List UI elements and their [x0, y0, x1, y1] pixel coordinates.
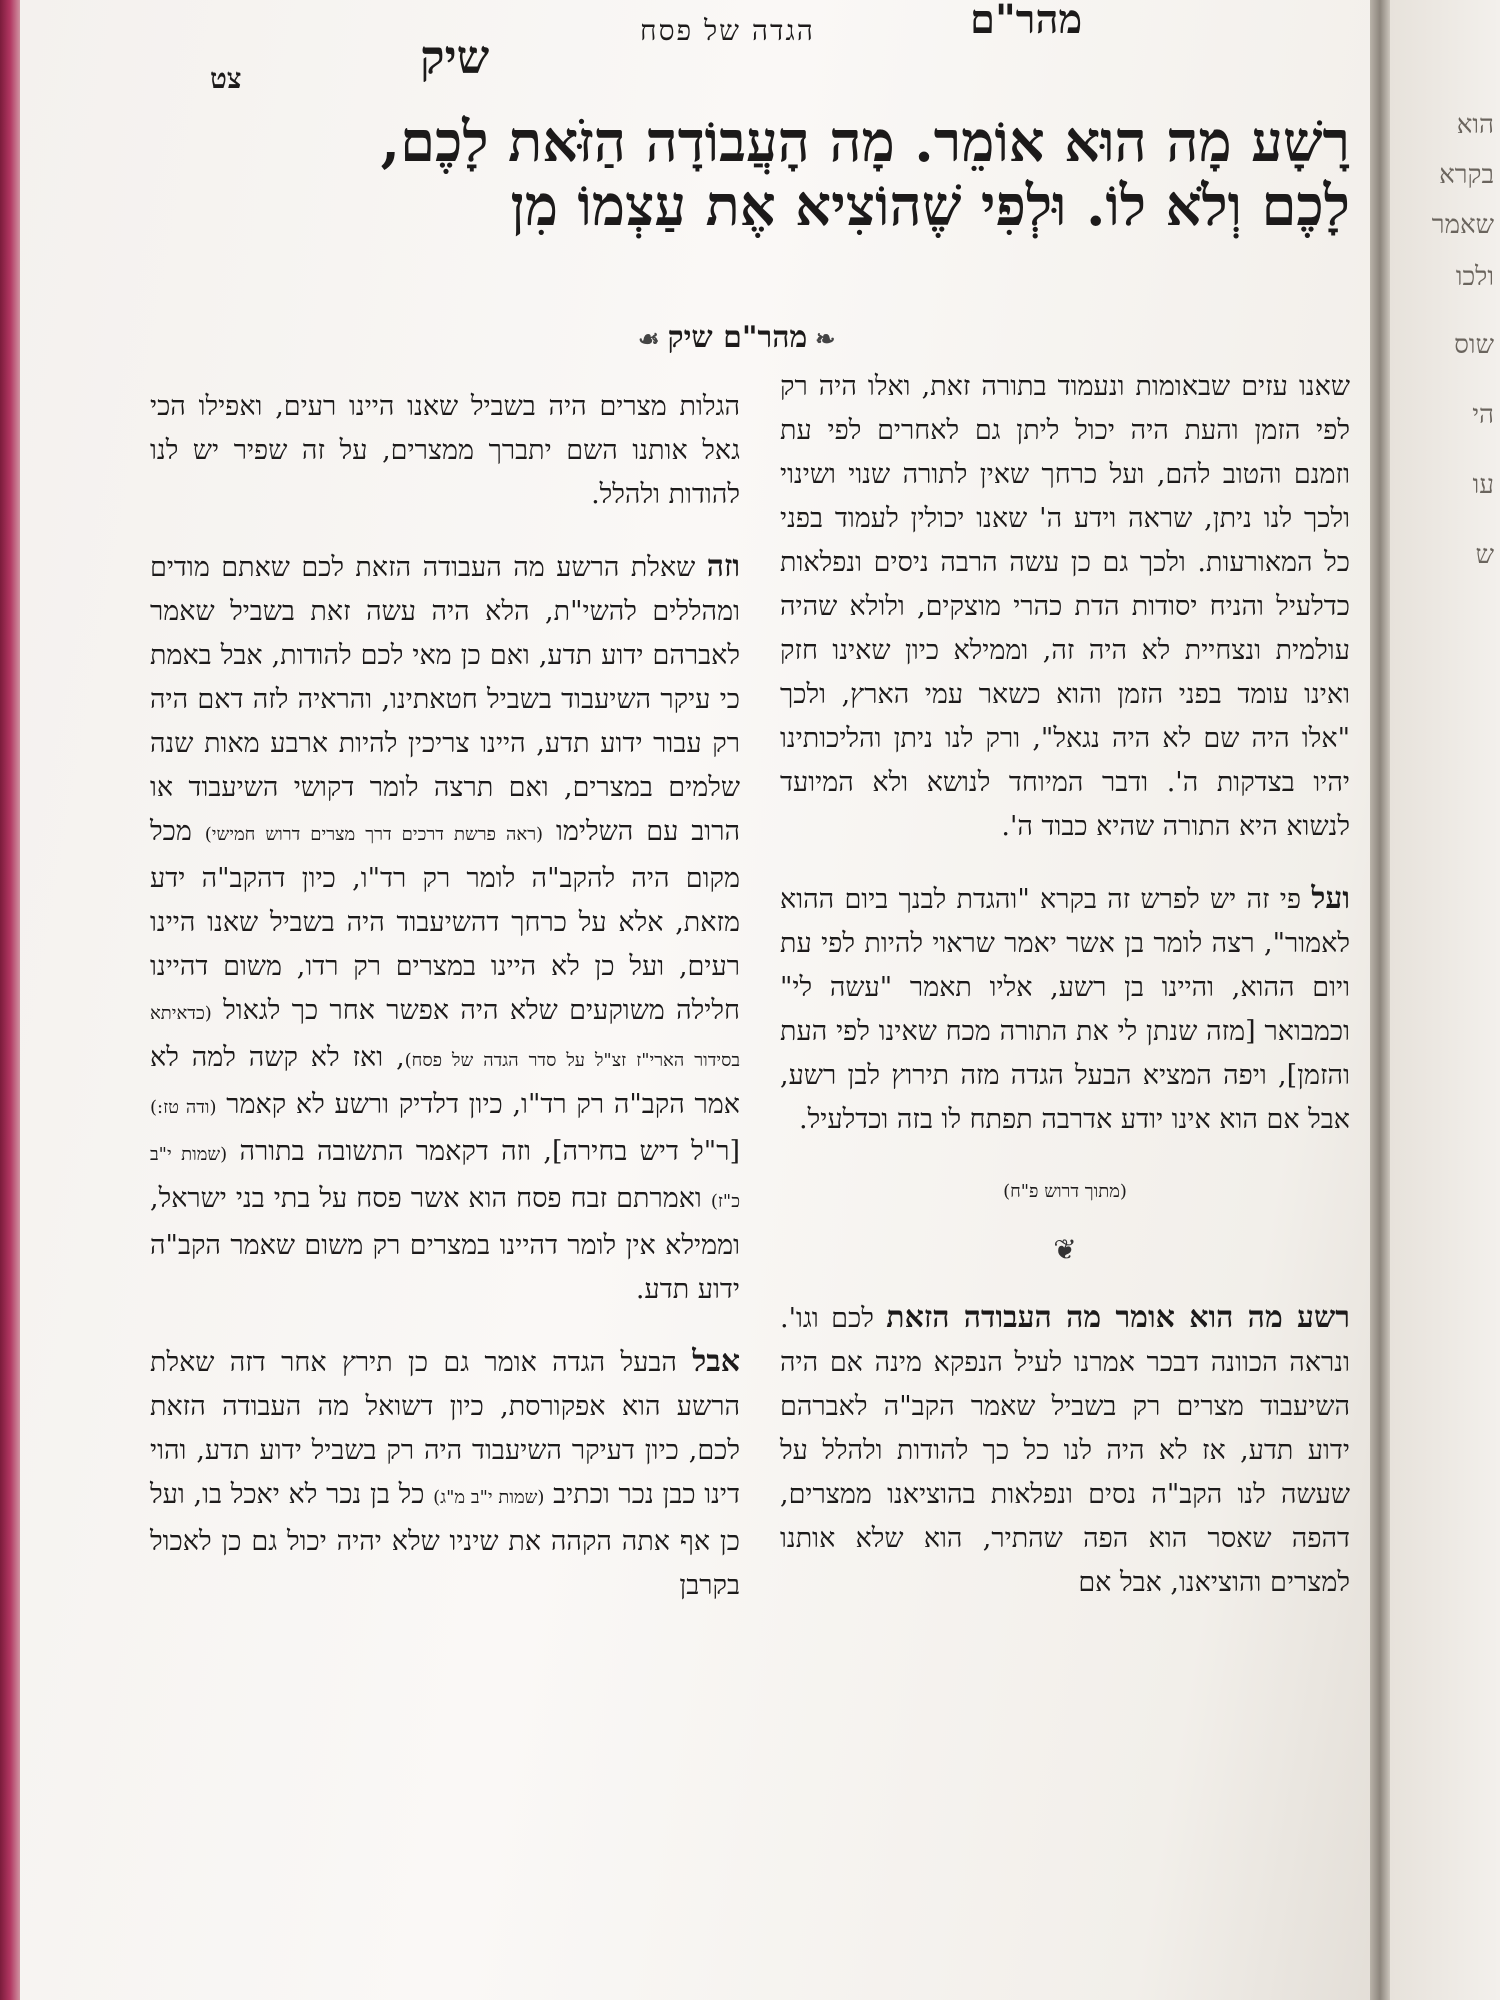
commentary-title — [630, 320, 843, 355]
paragraph-lead-word: וזה — [706, 549, 740, 584]
facing-page — [1390, 0, 1500, 2000]
divider-ornament-icon: ❦ — [1053, 1233, 1077, 1266]
right-column — [780, 365, 1350, 1633]
haggadah-heading — [190, 110, 1350, 238]
running-title-sheik: שיק — [420, 30, 490, 84]
left-column — [150, 385, 740, 1636]
paragraph-text: לכם וגו'. ונראה הכוונה דבכר אמרנו לעיל הנפקא מינה אם היה השיעבוד מצרים רק בשביל שאמר הקב"ה לאברהם ידוע תדע, אז לא היה לנו כל כך להודות ולהלל על שעשה לנו הקב"ה נסים ונפלאות בהוציאנו ממצרים, דהפה שאסר הוא הפה שהתיר, הוא שלא אותנו למצרים והוציאנו, אבל אם — [780, 1303, 1350, 1598]
facing-page-text: שוס — [1454, 330, 1494, 360]
citation-note: (ודה טז:) — [150, 1097, 217, 1118]
facing-page-text: ולכו — [1455, 262, 1494, 292]
paragraph — [150, 1340, 740, 1608]
flourish-icon: ❧ — [815, 324, 836, 353]
book-page — [20, 0, 1390, 2000]
paragraph-text: מכל מקום היה להקב"ה לומר רק רד"ו, כיון דהקב"ה ידע מזאת, אלא על כרחך דהשיעבוד היה בשביל שאנו היינו רעים, ועל כן לא היינו במצרים רק רדו, משום דהיינו חלילה משוקעים שלא היה אפשר אחר כך לגאול — [150, 816, 740, 1026]
paragraph — [780, 877, 1350, 1142]
facing-page-text: ש — [1475, 540, 1494, 570]
facing-page-text: בקרא — [1439, 160, 1494, 190]
paragraph-text: פי זה יש לפרש זה בקרא "והגדת לבנך ביום ההוא לאמור", רצה לומר בן אשר יאמר שראוי להיות לפי עת ויום ההוא, והיינו בן רשע, אליו תאמר "עשה לי" וכמבואר [מזה שנתן לי את התורה מכח שאינו לפי העת והזמן], ויפה המציא הבעל הגדה מזה תירוץ לבן רשע, אבל אם הוא אינו יודע אדרבה תפתח לו בזה וכדלעיל. — [780, 884, 1350, 1135]
page-number: צט — [210, 62, 242, 95]
paragraph-text: , ואז לא קשה למה לא אמר הקב"ה רק רד"ו, כיון דלדיק ורשע לא קאמר — [150, 1042, 740, 1120]
book-spine — [1370, 0, 1390, 2000]
citation-note: (ראה פרשת דרכים דרך מצרים דרוש חמישי) — [204, 824, 544, 845]
commentary-title-text: מהר"ם שיק — [667, 320, 808, 355]
paragraph-text: ואמרתם זבח פסח הוא אשר פסח על בתי בני ישראל, וממילא אין לומר דהיינו במצרים רק משום שאמר הקב"ה ידוע תדע. — [150, 1183, 740, 1305]
citation-note: (שמות י"ב מ"ג) — [433, 1487, 545, 1508]
paragraph-heading: רשע מה הוא אומר מה העבודה הזאת — [886, 1300, 1350, 1335]
paragraph: שאנו עזים שבאומות ונעמוד בתורה זאת, ואלו היה רק לפי הזמן והעת היה יכול ליתן גם לאחרים לפי עת וזמנם והטוב להם, ועל כרחך שאין לתורה שנוי ושינוי ולכך לנו ניתן, שראה וידע ה' שאנו יכולין לעמוד בפני כל המאורעות. ולכך גם כן עשה הרבה ניסים ונפלאות כדלעיל והניח יסודות הדת כהרי מוצקים, ולולא שהיה עולמית ונצחיית לא היה זה, וממילא כיון שאינו חזק ואינו עומד בפני הזמן והוא כשאר עמי הארץ, ולכך "אלו היה שם לא היה נגאל", ורק לנו ניתן והליכותינו יהיו בצדקות ה'. ודבר המיוחד לנושא ולא המיועד לנשוא היא התורה שהיא כבוד ה'. — [780, 371, 1350, 842]
paragraph-lead-word: אבל — [692, 1344, 740, 1379]
citation-note: (שמות י"ב כ"ז) — [150, 1144, 740, 1212]
paragraph-lead-word: ועל — [1311, 881, 1350, 916]
paragraph-text: [ר"ל דיש בחירה], וזה דקאמר התשובה בתורה — [239, 1136, 740, 1167]
heading-line-2: לָכֶם וְלֹא לוֹ. וּלְפִי שֶׁהוֹצִיא אֶת עַצְמוֹ מִן — [510, 173, 1350, 239]
facing-page-text: עו — [1472, 470, 1494, 500]
paragraph — [150, 545, 740, 1312]
facing-page-text: שאמר — [1431, 210, 1494, 240]
citation-note: (כדאיתא בסידור הארי"ז זצ"ל על סדר הגדה של פסח) — [150, 1003, 740, 1071]
paragraph-text: הבעל הגדה אומר גם כן תירץ אחר דזה שאלת הרשע הוא אפקורסת, כיון דשואל מה העבודה הזאת לכם, כיון דעיקר השיעבוד היה רק בשביל ידוע תדע, והוי דינו כבן נכר וכתיב — [150, 1347, 740, 1510]
facing-page-text: הי — [1472, 400, 1494, 430]
paragraph-text: שאלת הרשע מה העבודה הזאת לכם שאתם מודים ומהללים להשי"ת, הלא היה עשה זאת בשביל שאמר לאברהם ידוע תדע, ואם כן מאי לכם להודות, אבל באמת כי עיקר השיעבוד בשביל חטאתינו, והראיה לזה דאם היה רק עבור ידוע תדע, היינו צריכין להיות ארבע מאות שנה שלמים במצרים, ואם תרצה לומר דקושי השיעבוד או הרוב עם השלימו — [150, 552, 740, 847]
source-note: (מתוך דרוש פ"ח) — [1003, 1181, 1127, 1202]
facing-page-text: הוא — [1456, 110, 1494, 140]
flourish-icon: ☙ — [638, 324, 660, 353]
running-title-left: מהר"ם — [970, 0, 1083, 43]
paragraph: הגלות מצרים היה בשביל שאנו היינו רעים, ואפילו הכי גאל אותנו השם יתברך ממצרים, על זה שפיר יש לנו להודות ולהלל. — [150, 391, 740, 510]
paragraph — [780, 1296, 1350, 1605]
paragraph-text: כל בן נכר לא יאכל בו, ועל כן אף אתה הקהה את שיניו שלא יהיה יכול גם כן לאכול בקרבן — [150, 1479, 740, 1601]
running-title-center: הגדה של פסח — [640, 14, 815, 47]
heading-line-1: רָשָׁע מָה הוּא אוֹמֵר. מָה הָעֲבוֹדָה הַזֹּאת לָכֶם, — [380, 109, 1350, 175]
